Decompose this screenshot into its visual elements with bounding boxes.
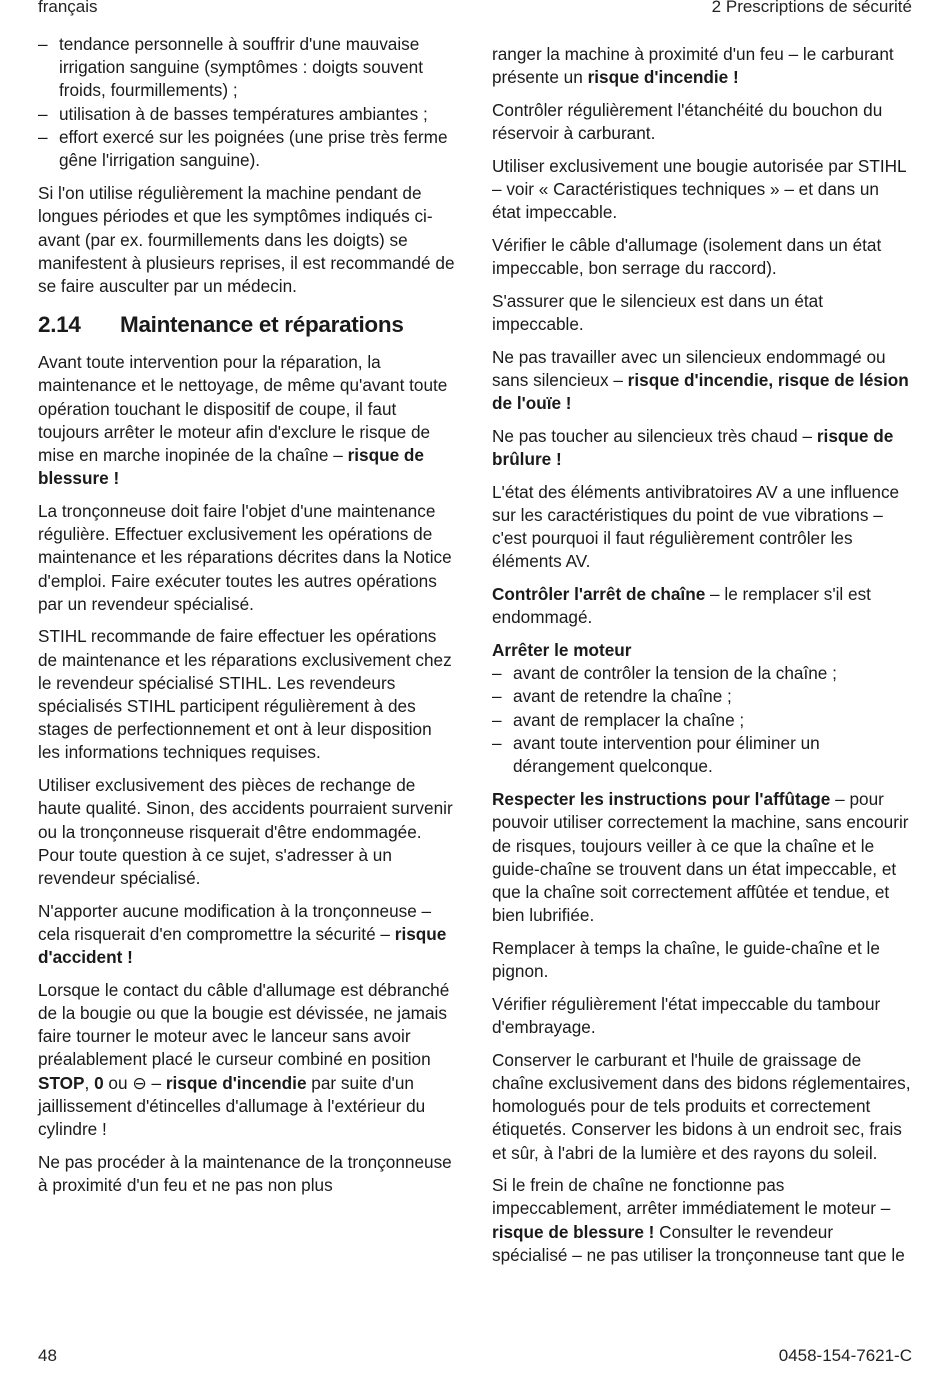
page-number: 48 [38,1346,57,1365]
dash: – [151,1072,162,1093]
paragraph-text: Si le frein de chaîne ne fonctionne pas impeccablement, arrêter immédiatement le moteur – [492,1175,891,1219]
right-column [492,43,912,1277]
stop-position-label: STOP [38,1072,85,1093]
paragraph [492,43,912,89]
header-chapter: 2 Prescriptions de sécurité [711,0,912,16]
stop-switch-icon: ⊖ [132,1072,147,1093]
paragraph-text: ou [108,1072,128,1093]
paragraph: Ne pas procéder à la maintenance de la tronçonneuse à proximité d'un feu et ne pas non plus [38,1151,452,1195]
paragraph [492,425,912,471]
section-title: Maintenance et réparations [120,312,404,338]
warning-text: risque d'incendie, risque de lésion de l'ouïe ! [492,369,909,414]
warning-text: risque d'incendie [165,1072,307,1093]
paragraph: Utiliser exclusivement une bougie autorisée par STIHL – voir « Caractéristiques techniques » – et dans un état impeccable. [492,155,906,223]
stop-engine-list [492,662,912,778]
paragraph [492,583,912,629]
warning-text: risque d'accident ! [38,923,447,968]
paragraph-text: par suite d'un jaillissement d'étincelles d'allumage à l'extérieur du cylindre ! [38,1072,426,1140]
paragraph-text: Avant toute intervention pour la réparation, la maintenance et le nettoyage, de même qu'avant toute opération touchant le dispositif de coupe, il faut toujours arrêter le moteur afin d'exclure le risque de mise en marche inopinée de la chaîne – [38,352,448,466]
list-item: – avant de contrôler la tension de la chaîne ; [492,662,912,685]
list-item: – avant de retendre la chaîne ; [492,685,912,708]
warning-text: risque de blessure ! [38,445,424,489]
paragraph: Vérifier le câble d'allumage (isolement dans un état impeccable, bon serrage du raccord). [492,234,882,279]
header-language: français [38,0,98,16]
paragraph: Lorsque le contact du câble d'allumage est débranché de la bougie ou que la bougie est dévissée, ne jamais faire tourner le moteur avec le lanceur sans avoir préalablement placé le curseur combiné en position STOP, 0 ou ⊖ – risque d'incendie par suite d'un jaillissement d'étincelles d'allumage à l'extérieur du cylindre ! [38,979,450,1140]
section-heading [38,310,456,340]
paragraph: Contrôler régulièrement l'étanchéité du bouchon du réservoir à carburant. [492,99,883,144]
paragraph [492,1174,912,1267]
paragraph [492,346,912,416]
paragraph-text: Ne pas toucher au silencieux très chaud – [492,425,813,446]
paragraph-text: Lorsque le contact du câble d'allumage est débranché de la bougie ou que la bougie est dévissée, ne jamais faire tourner le moteur avec le lanceur sans avoir préalablement placé le curseur combiné en position [38,979,450,1070]
instruction-heading: Contrôler l'arrêt de chaîne [492,584,706,605]
warning-text: risque d'incendie ! [587,67,739,88]
paragraph [492,788,912,927]
section-number: 2.14 [38,312,81,338]
document-code: 0458-154-7621-C [778,1346,912,1365]
paragraph: Utiliser exclusivement des pièces de rechange de haute qualité. Sinon, des accidents pourraient survenir ou la tronçonneuse risquerait d'être endommagée. Pour toute question à ce sujet, s'adresser à un revendeur spécialisé. [38,775,453,888]
paragraph-text: – pour pouvoir utiliser correctement la machine, sans encourir de risques, toujours veiller à ce que la chaîne et le guide-chaîne se trouvent dans un état impeccable, et que la chaîne soit correctement affûtée et tendue, et bien lubrifiée. [492,789,909,926]
paragraph-text: – le remplacer s'il est endommagé. [492,584,871,628]
warning-text: risque de blessure ! [492,1221,655,1242]
left-column [38,33,456,1207]
list-item: – utilisation à de basses températures ambiantes ; [38,103,456,126]
paragraph: Remplacer à temps la chaîne, le guide-chaîne et le pignon. [492,937,880,982]
list-item: – effort exercé sur les poignées (une prise très ferme gêne l'irrigation sanguine). [38,126,456,172]
paragraph [38,900,456,970]
paragraph: La tronçonneuse doit faire l'objet d'une maintenance régulière. Effectuer exclusivement les opérations de maintenance et les réparations décrites dans la Notice d'emploi. Faire exécuter toutes les autres opérations par un revendeur spécialisé. [38,500,452,614]
list-item: – avant toute intervention pour éliminer un dérangement quelconque. [492,732,912,778]
paragraph: Vérifier régulièrement l'état impeccable du tambour d'embrayage. [492,993,881,1038]
paragraph: STIHL recommande de faire effectuer les opérations de maintenance et les réparations exclusivement chez le revendeur spécialisé STIHL. Les revendeurs spécialisés STIHL participent régulièrement à des stages de perfectionnement et ont à leur disposition les informations techniques requises. [38,626,452,763]
paragraph: Si l'on utilise régulièrement la machine pendant de longues périodes et que les symptômes indiqués ci-avant (par ex. fourmillements dans les doigts) se manifestent à plusieurs reprises, il est recommandé de se faire ausculter par un médecin. [38,183,455,297]
paragraph: Conserver le carburant et l'huile de graissage de chaîne exclusivement dans des bidons réglementaires, homologués pour de tels produits et correctement étiquetés. Conserver les bidons à un endroit sec, frais et sûr, à l'abri de la lumière et des rayons du soleil. [492,1049,911,1163]
paragraph-text: Consulter le revendeur spécialisé – ne pas utiliser la tronçonneuse tant que le [492,1221,905,1265]
paragraph-text: Ne pas travailler avec un silencieux endommagé ou sans silencieux – [492,346,886,390]
paragraph-text: ranger la machine à proximité d'un feu – le carburant présente un [492,44,894,88]
warning-text: risque de brûlure ! [492,425,894,470]
instruction-heading: Arrêter le moteur [492,639,632,660]
zero-position-label: 0 [94,1072,104,1093]
stop-engine-heading [492,639,912,662]
list-item: – tendance personnelle à souffrir d'une mauvaise irrigation sanguine (symptômes : doigts souvent froids, fourmillements) ; [38,33,456,103]
instruction-heading: Respecter les instructions pour l'affûtage [492,789,831,810]
paragraph-text: N'apporter aucune modification à la tronçonneuse – cela risquerait d'en compromettre la sécurité – [38,900,432,944]
paragraph: S'assurer que le silencieux est dans un état impeccable. [492,290,823,335]
symptom-list [38,33,456,172]
paragraph [38,351,456,490]
paragraph: L'état des éléments antivibratoires AV a une influence sur les caractéristiques du point de vue vibrations – c'est pourquoi il faut régulièrement contrôler les éléments AV. [492,481,900,572]
list-item: – avant de remplacer la chaîne ; [492,709,912,732]
